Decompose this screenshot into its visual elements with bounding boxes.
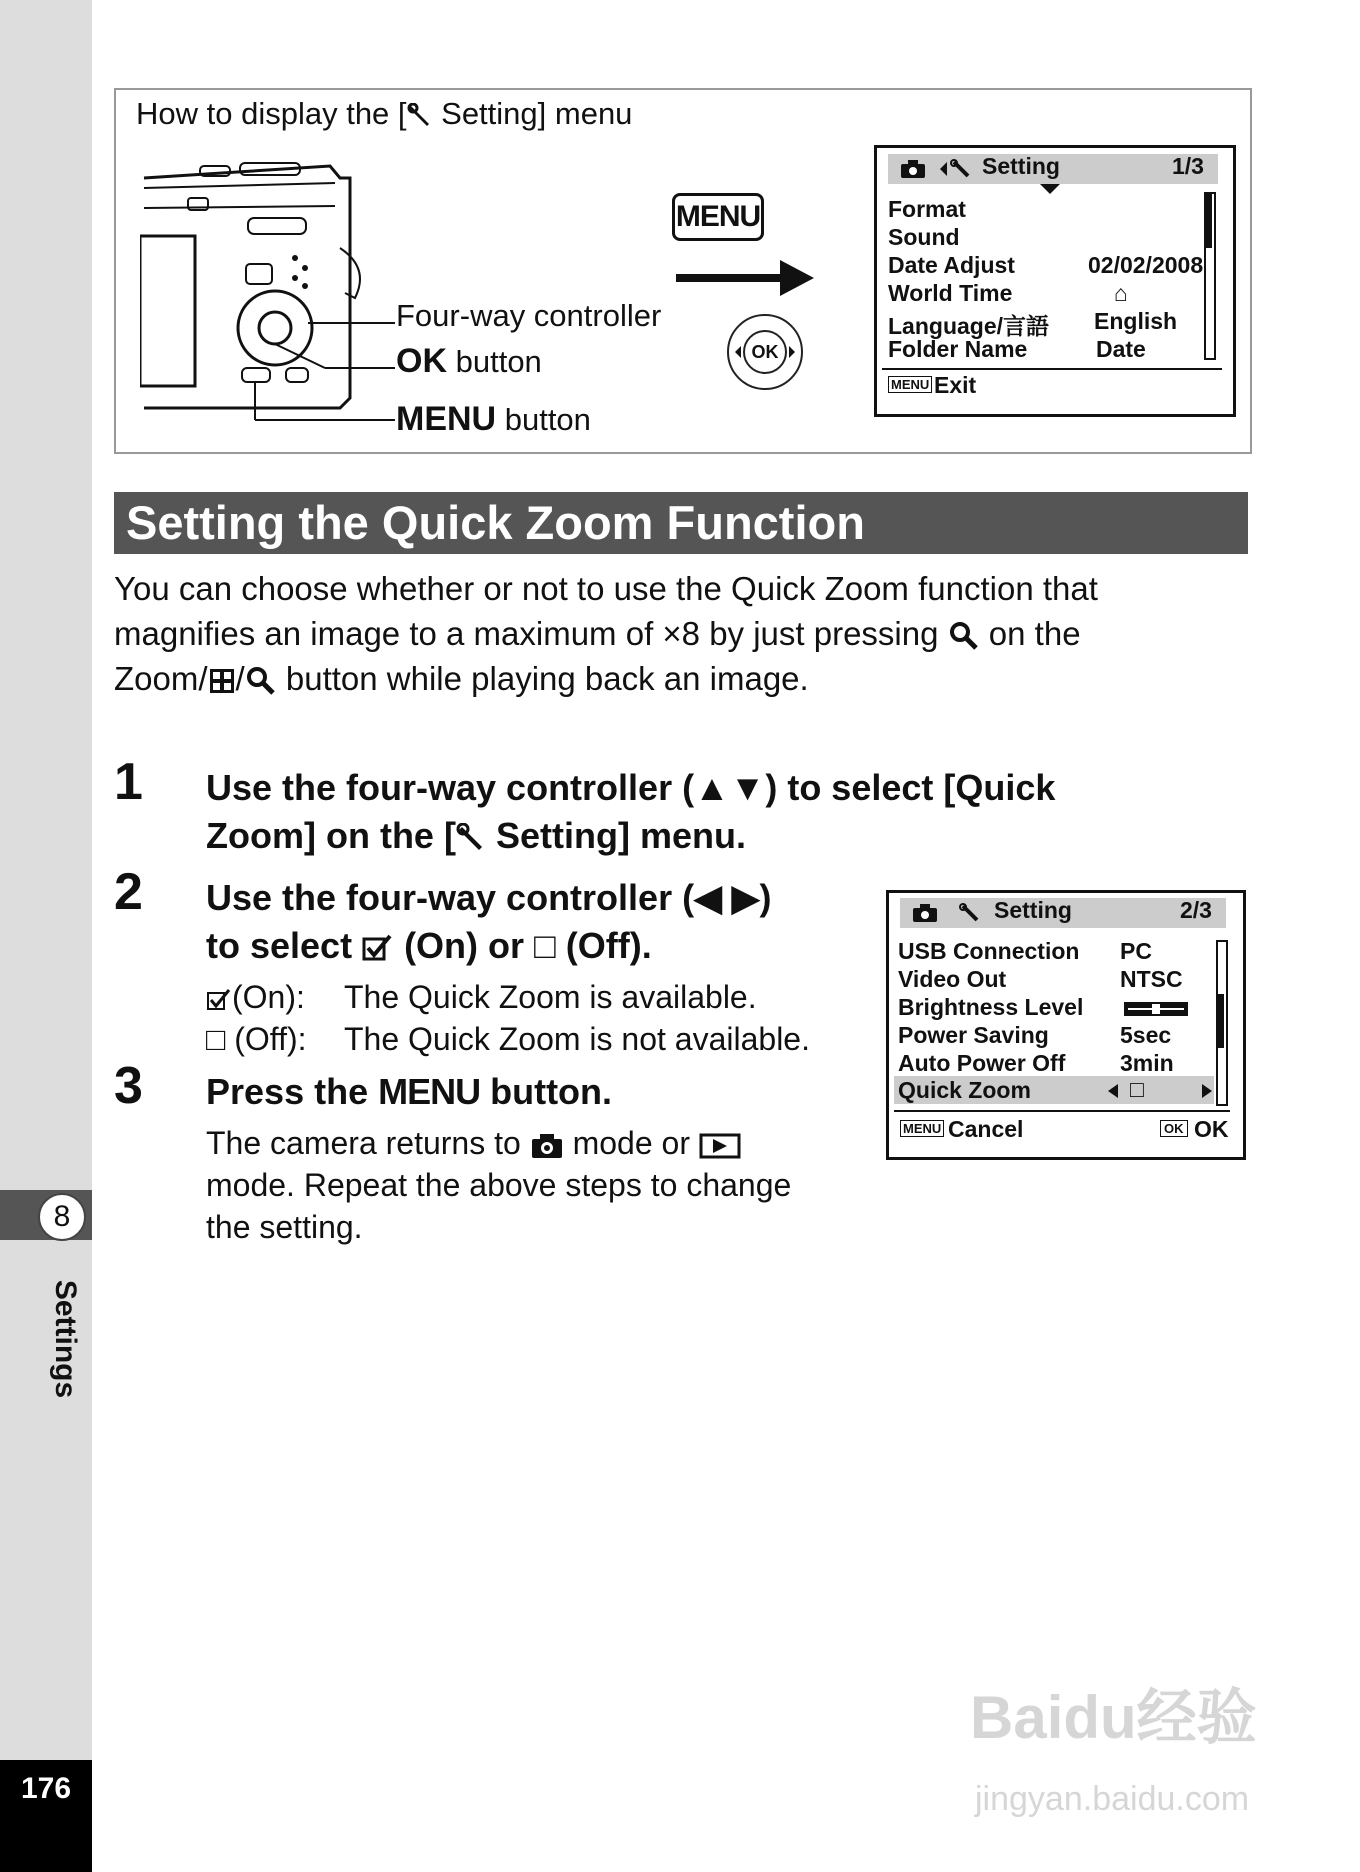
step-3-body-2: mode. Repeat the above steps to change (206, 1167, 792, 1203)
step-1-line-2 (206, 812, 1055, 860)
camera-back-illustration (140, 158, 400, 428)
lcd2-row-value: 5sec (1120, 1022, 1172, 1048)
intro-line-2 (114, 611, 1264, 656)
lcd1-row-label: World Time (888, 280, 1013, 306)
lcd2-footer-ok: OK (1194, 1116, 1229, 1142)
lcd2-row-label: Power Saving (898, 1022, 1049, 1048)
lcd2-header-page: 2/3 (1180, 897, 1212, 923)
step-1-heading (206, 764, 1055, 860)
step-3-number: 3 (114, 1057, 143, 1115)
chapter-label-wrap (30, 1262, 100, 1412)
checkbox-checked-icon (362, 933, 394, 963)
menu-label-rest: button (496, 402, 591, 437)
step-2-heading (206, 874, 771, 970)
lcd2-row-value: PC (1120, 938, 1152, 964)
home-icon: ⌂ (1114, 280, 1128, 306)
thumbnail-grid-icon (208, 667, 236, 695)
step-3-head-c: button. (480, 1071, 613, 1112)
arrow-right-icon (676, 258, 816, 298)
arrow-left-icon (1108, 1084, 1118, 1098)
ok-key-icon: OK (1160, 1120, 1188, 1137)
wrench-icon (938, 158, 972, 180)
lcd1-row-value: English (1094, 308, 1178, 334)
lcd1-row-label: Date Adjust (888, 252, 1015, 278)
lcd2-footer-cancel: Cancel (948, 1116, 1024, 1142)
fourway-label: Four-way controller (396, 298, 662, 333)
camera-icon (530, 1132, 564, 1160)
lcd1-row-label: Format (888, 196, 966, 222)
ok-key-label: OK (743, 330, 787, 374)
lcd1-footer-divider (882, 368, 1222, 370)
wrench-icon (456, 823, 486, 853)
lcd1-row-value: 02/02/2008 (1088, 252, 1204, 278)
step-3-body-1a: The camera returns to (206, 1125, 530, 1161)
lcd2-row-label: USB Connection (898, 938, 1080, 964)
step-2-line-1: Use the four-way controller (◀ ▶) (206, 877, 772, 918)
step-3-head-b: MENU (378, 1071, 481, 1112)
ok-label-bold: OK (396, 342, 447, 380)
magnifier-icon (245, 665, 277, 697)
wrench-icon (407, 103, 433, 129)
lcd1-row-label: Language/言語 (888, 313, 1050, 339)
intro-line-1: You can choose whether or not to use the Quick Zoom function that (114, 570, 1098, 607)
menu-key-icon: MENU (900, 1120, 944, 1137)
lcd2-header-title: Setting (994, 897, 1072, 923)
watermark-brand: Baidu经验 (970, 1684, 1257, 1751)
lcd1-scroll-thumb (1206, 194, 1212, 248)
intro-line-3b: / (235, 660, 245, 697)
step-1-line-1: Use the four-way controller (▲▼) to select [Quick (206, 767, 1056, 808)
step-3-body-3: the setting. (206, 1209, 363, 1245)
camera-icon (900, 159, 926, 179)
step-2-on-row (206, 976, 305, 1018)
intro-line-2b: on the (979, 615, 1081, 652)
playback-icon (699, 1132, 741, 1160)
watermark-url: jingyan.baidu.com (975, 1780, 1250, 1818)
ok-button-label (396, 342, 542, 381)
menu-key: MENU (672, 193, 764, 241)
step-1-number: 1 (114, 753, 143, 811)
lcd2-row-value: 3min (1120, 1050, 1174, 1076)
lcd1-footer-exit: Exit (934, 372, 977, 398)
step-3-body-1b: mode or (563, 1125, 699, 1161)
lcd1-header-title: Setting (982, 153, 1060, 179)
lcd2-row-value: □ (1130, 1076, 1144, 1102)
sidebar (0, 0, 92, 1872)
step-2-line-2 (206, 922, 771, 970)
howto-title-pre: How to display the [ (136, 96, 407, 131)
step-2-on-desc: The Quick Zoom is available. (344, 979, 757, 1015)
howto-title (136, 96, 632, 132)
lcd2-row-value: NTSC (1120, 966, 1183, 992)
step-2-number: 2 (114, 863, 143, 921)
brightness-slider-icon (1124, 998, 1188, 1018)
lcd1-row-label: Sound (888, 224, 960, 250)
intro-line-3c: button while playing back an image. (276, 660, 809, 697)
lcd2-scroll-thumb (1218, 994, 1224, 1048)
step-1-line-2a: Zoom] on the [ (206, 815, 456, 856)
menu-button-label (396, 400, 591, 439)
intro-line-2a: magnifies an image to a maximum of ×8 by just pressing (114, 615, 948, 652)
camera-icon (912, 903, 938, 923)
intro-line-3a: Zoom/ (114, 660, 208, 697)
ok-label-rest: button (447, 344, 542, 379)
step-2-off-desc: The Quick Zoom is not available. (344, 1021, 810, 1057)
section-title: Setting the Quick Zoom Function (126, 496, 865, 549)
lcd1-row-value: Date (1096, 336, 1146, 362)
lcd2-row-label: Quick Zoom (898, 1077, 1031, 1103)
lcd1-row-label: Folder Name (888, 336, 1028, 362)
step-3-head-a: Press the (206, 1071, 379, 1112)
step-2-line-2a: to select (206, 925, 363, 966)
lcd1-header-page: 1/3 (1172, 153, 1204, 179)
step-2-on-label: (On): (232, 979, 305, 1015)
intro-line-3 (114, 656, 1264, 701)
step-2-line-2b: (On) or □ (Off). (394, 925, 652, 966)
chapter-label: Settings (49, 1279, 82, 1399)
howto-title-post: Setting] menu (432, 96, 633, 131)
lcd2-row-label: Video Out (898, 966, 1007, 992)
step-3-heading (206, 1068, 612, 1116)
ok-controller-icon (727, 314, 803, 390)
step-1-line-2b: Setting] menu. (485, 815, 746, 856)
step-2-off-label: □ (Off): (206, 1021, 307, 1057)
arrow-right-icon (1202, 1084, 1212, 1098)
intro-paragraph (114, 566, 1264, 701)
lcd2-row-label: Auto Power Off (898, 1050, 1066, 1076)
checkbox-checked-icon (206, 987, 232, 1013)
lcd2-footer-divider (894, 1110, 1230, 1112)
step-3-body-1 (206, 1122, 741, 1164)
magnifier-icon (948, 620, 980, 652)
menu-key-icon: MENU (888, 376, 932, 393)
lcd2-row-label: Brightness Level (898, 994, 1084, 1020)
chapter-number: 8 (38, 1193, 86, 1241)
menu-label-bold: MENU (396, 400, 497, 438)
page-number: 176 (20, 1772, 72, 1805)
wrench-icon (958, 902, 980, 924)
